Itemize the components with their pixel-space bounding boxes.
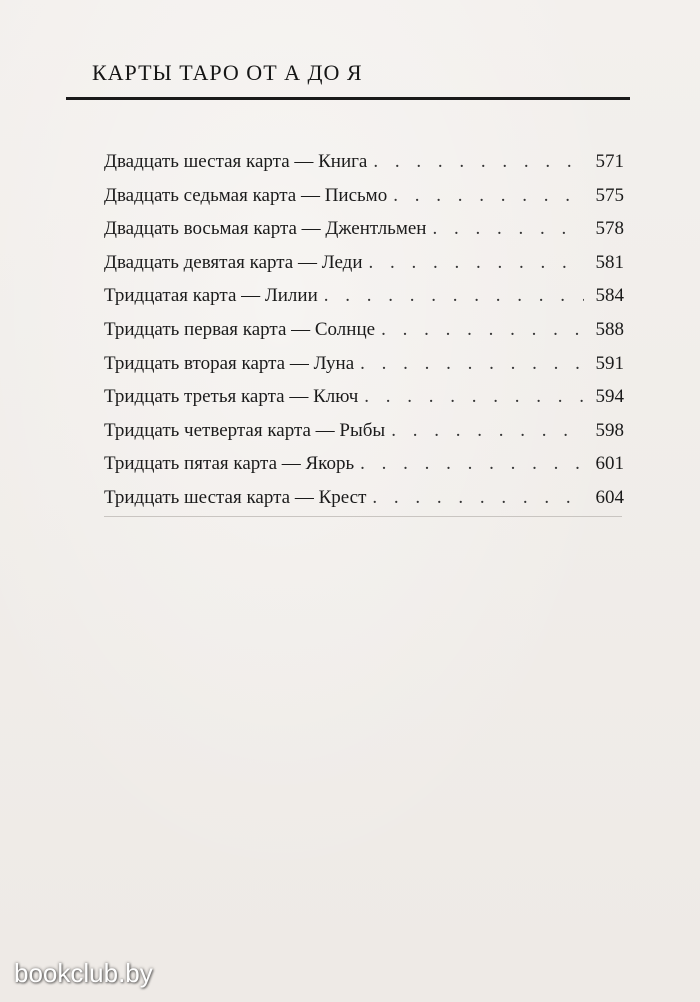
toc-entry [104,150,624,184]
toc-entry-page: 588 [595,318,624,340]
running-header [92,60,632,86]
toc-leader-dots [360,452,584,476]
toc-entry [104,251,624,285]
table-of-contents [104,150,624,520]
toc-leader-dots [372,486,584,510]
toc-entry-page: 604 [595,486,624,508]
header-rule [66,97,630,100]
toc-entry [104,385,624,419]
toc-entry-page: 591 [595,352,624,374]
toc-entry-page: 598 [595,419,624,441]
toc-entry-title: Тридцать четвертая карта — Рыбы [104,419,386,441]
toc-leader-dots [393,184,584,208]
watermark-label: bookclub.by [14,958,153,988]
toc-end-rule [104,516,622,517]
toc-entry-title: Тридцать шестая карта — Крест [104,486,367,508]
toc-entry [104,284,624,318]
toc-entry-title: Тридцать пятая карта — Якорь [104,453,355,475]
toc-entry [104,452,624,486]
toc-entry-page: 594 [595,386,624,408]
toc-entry [104,217,624,251]
toc-entry [104,184,624,218]
toc-entry-page: 575 [595,184,624,206]
toc-entry-title: Тридцатая карта — Лилии [104,285,318,307]
toc-entry-page: 601 [595,453,624,475]
toc-entry [104,419,624,453]
toc-entry-title: Тридцать третья карта — Ключ [104,386,359,408]
toc-leader-dots [364,385,584,409]
toc-entry-title: Тридцать первая карта — Солнце [104,318,376,340]
toc-entry [104,486,624,520]
toc-leader-dots [324,284,584,308]
toc-leader-dots [369,251,585,275]
toc-entry-title: Двадцать восьмая карта — Джентльмен [104,218,427,240]
toc-entry-page: 578 [595,218,624,240]
page-title: КАРТЫ ТАРО ОТ А ДО Я [92,60,363,85]
toc-entry-page: 571 [595,151,624,172]
toc-leader-dots [391,419,584,443]
toc-leader-dots [373,150,584,174]
toc-leader-dots [360,352,584,376]
toc-leader-dots [432,217,584,241]
toc-entry-title: Двадцать шестая карта — Книга [104,151,368,172]
toc-entry-page: 584 [595,285,624,307]
toc-entry-title: Двадцать девятая карта — Леди [104,251,363,273]
toc-entry [104,352,624,386]
toc-leader-dots [381,318,584,342]
toc-entry-title: Двадцать седьмая карта — Письмо [104,184,388,206]
toc-entry-title: Тридцать вторая карта — Луна [104,352,355,374]
toc-entry-page: 581 [595,251,624,273]
toc-entry [104,318,624,352]
